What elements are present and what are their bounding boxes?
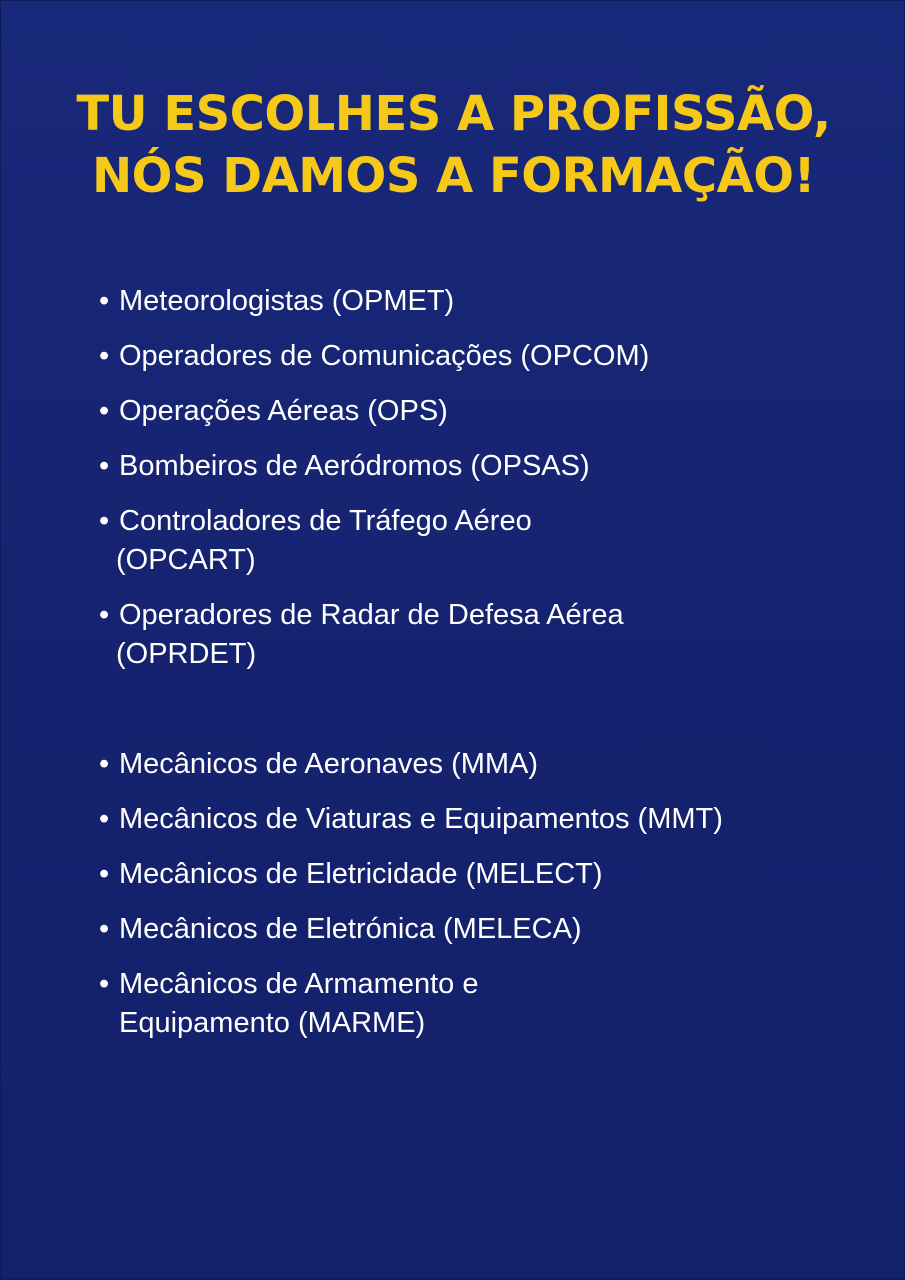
- list-item: [97, 282, 649, 321]
- bullet-icon: •: [99, 968, 110, 1000]
- list-item-text: Mecânicos de Aeronaves (MMA): [119, 748, 539, 780]
- list-item: [97, 392, 649, 431]
- bullet-icon: •: [99, 599, 110, 631]
- list-item: [97, 965, 723, 1043]
- headline-line-1: TU ESCOLHES A PROFISSÃO,: [76, 86, 831, 142]
- list-item-text-continued: (OPRDET): [116, 638, 257, 670]
- bullet-icon: •: [99, 285, 110, 317]
- bullet-icon: •: [99, 803, 110, 835]
- list-item-text: Meteorologistas (OPMET): [119, 285, 455, 317]
- mechanics-courses-list: [97, 745, 723, 1059]
- list-item: [97, 855, 723, 894]
- list-item-text-continued: Equipamento (MARME): [119, 1007, 426, 1039]
- list-item-text-continued: (OPCART): [116, 544, 256, 576]
- list-item-text: Mecânicos de Viaturas e Equipamentos (MMT): [119, 803, 723, 835]
- bullet-icon: •: [99, 858, 110, 890]
- list-item: [97, 502, 649, 580]
- list-item-text: Mecânicos de Eletrónica (MELECA): [119, 913, 582, 945]
- list-item: [97, 910, 723, 949]
- operations-courses-list: [97, 282, 649, 690]
- bullet-icon: •: [99, 340, 110, 372]
- list-item: [97, 745, 723, 784]
- list-item-text: Mecânicos de Armamento e: [119, 968, 479, 1000]
- bullet-icon: •: [99, 450, 110, 482]
- headline-line-2: NÓS DAMOS A FORMAÇÃO!: [92, 148, 815, 204]
- list-item: [97, 596, 649, 674]
- bullet-icon: •: [99, 505, 110, 537]
- bullet-icon: •: [99, 395, 110, 427]
- list-item-text: Operações Aéreas (OPS): [119, 395, 448, 427]
- bullet-icon: •: [99, 748, 110, 780]
- list-item-text: Operadores de Comunicações (OPCOM): [119, 340, 650, 372]
- list-item-text: Operadores de Radar de Defesa Aérea: [119, 599, 624, 631]
- list-item-text: Mecânicos de Eletricidade (MELECT): [119, 858, 603, 890]
- bullet-icon: •: [99, 913, 110, 945]
- headline: [1, 83, 905, 207]
- list-item: [97, 337, 649, 376]
- list-item-text: Controladores de Tráfego Aéreo: [119, 505, 532, 537]
- list-item: [97, 447, 649, 486]
- list-item-text: Bombeiros de Aeródromos (OPSAS): [119, 450, 590, 482]
- list-item: [97, 800, 723, 839]
